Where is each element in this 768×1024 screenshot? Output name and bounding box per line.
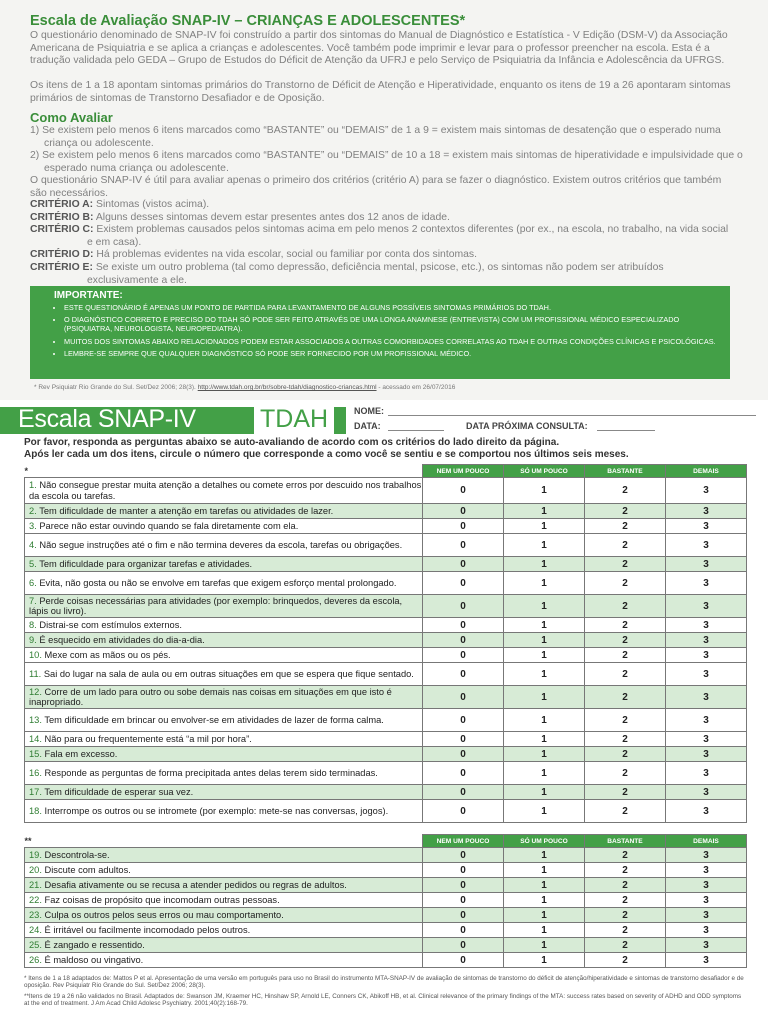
score-option[interactable]: 0 — [423, 863, 504, 878]
table-row — [25, 785, 747, 800]
score-option[interactable]: 2 — [585, 557, 666, 572]
score-option[interactable]: 0 — [423, 762, 504, 785]
question-text: Mexe com as mãos ou os pés. — [44, 649, 171, 660]
question-number: 15. — [29, 748, 42, 759]
score-option[interactable]: 1 — [504, 863, 585, 878]
footnote-2: **Itens de 19 a 26 não validados no Brasil. Adaptados de: Swanson JM, Kraemer HC, Hinshaw SP, Arnold LE, Conners CK, Abikoff HB, et al. Clinical relevance of the primary findings of the MTA: success rates based on severity of ADHD and ODD symptoms at the end of treatment. J Am Acad Child Adolesc Psychiatry. 2001;40(2):168-79. — [24, 992, 742, 1008]
question-cell — [25, 595, 423, 618]
column-header: BASTANTE — [585, 835, 666, 848]
question-cell — [25, 633, 423, 648]
score-option[interactable]: 0 — [423, 747, 504, 762]
score-option[interactable]: 2 — [585, 762, 666, 785]
data-proxima-label: DATA PRÓXIMA CONSULTA: — [466, 421, 588, 431]
score-option[interactable]: 1 — [504, 478, 585, 504]
score-option[interactable]: 1 — [504, 557, 585, 572]
score-option[interactable]: 0 — [423, 648, 504, 663]
question-text: Não segue instruções até o fim e não termina deveres da escola, tarefas ou obrigações. — [39, 539, 403, 550]
score-option[interactable]: 2 — [585, 595, 666, 618]
score-option[interactable]: 0 — [423, 572, 504, 595]
score-option[interactable]: 0 — [423, 633, 504, 648]
data-label: DATA: — [354, 421, 381, 431]
question-cell — [25, 557, 423, 572]
table-row — [25, 633, 747, 648]
score-option[interactable]: 3 — [666, 519, 747, 534]
score-option[interactable]: 3 — [666, 633, 747, 648]
reference-line: * Rev Psiquiatr Rio Grande do Sul. Set/Dez 2006; 28(3). http://www.tdah.org.br/br/sobre-tdah/diagnostico-criancas.html - acessado em 26/07/2016 — [34, 384, 456, 391]
como-item-2: 2) Se existem pelo menos 6 itens marcados como “BASTANTE” ou “DEMAIS” de 10 a 18 = existem mais sintomas de hiperatividade e impulsividade que o esperado numa criança ou adolescente. — [30, 150, 743, 174]
score-option[interactable]: 3 — [666, 762, 747, 785]
table-row — [25, 908, 747, 923]
question-cell — [25, 953, 423, 968]
criterio-a: CRITÉRIO A: Sintomas (vistos acima). — [30, 199, 210, 210]
score-option[interactable]: 3 — [666, 709, 747, 732]
table-row — [25, 709, 747, 732]
score-option[interactable]: 1 — [504, 923, 585, 938]
intro-paragraph: O questionário denominado de SNAP-IV foi construído a partir dos sintomas do Manual de Diagnóstico e Estatística - V Edição (DSM-V) da Associação Americana de Psiquiatria e se aplica a crianças e adolescentes. Você também pode imprimir e levar para o professor preencher na escola. Esta é a tradução validada pelo GEDA – Grupo de Estudos do Déficit de Atenção da UFRJ e pelo Serviço de Psiquiatria da Infância e Adolescência da UFRGS. — [30, 30, 728, 67]
score-option[interactable]: 3 — [666, 848, 747, 863]
criterio-b: CRITÉRIO B: Alguns desses sintomas devem estar presentes antes dos 12 anos de idade. — [30, 211, 450, 223]
score-option[interactable]: 3 — [666, 595, 747, 618]
snap-table-adhd — [24, 464, 747, 823]
table-mark: ** — [25, 835, 423, 848]
column-header: DEMAIS — [666, 465, 747, 478]
question-cell — [25, 878, 423, 893]
question-text: Tem dificuldade de esperar sua vez. — [44, 786, 194, 797]
score-option[interactable]: 0 — [423, 908, 504, 923]
score-option[interactable]: 3 — [666, 923, 747, 938]
score-option[interactable]: 1 — [504, 953, 585, 968]
question-number: 23. — [29, 909, 42, 920]
score-option[interactable]: 0 — [423, 953, 504, 968]
score-option[interactable]: 3 — [666, 478, 747, 504]
question-cell — [25, 800, 423, 823]
question-number: 1. — [29, 480, 37, 490]
score-option[interactable]: 1 — [504, 878, 585, 893]
score-option[interactable]: 2 — [585, 572, 666, 595]
question-text: Sai do lugar na sala de aula ou em outras situações em que se espera que fique sentado. — [43, 668, 414, 679]
score-option[interactable]: 0 — [423, 709, 504, 732]
table-header-row — [25, 835, 747, 848]
table-row — [25, 923, 747, 938]
score-option[interactable]: 3 — [666, 534, 747, 557]
question-text: Não consegue prestar muita atenção a detalhes ou comete erros por descuido nos trabalhos da escola ou tarefas. — [29, 480, 422, 501]
table-row — [25, 686, 747, 709]
instructions: Por favor, responda as perguntas abaixo se auto-avaliando de acordo com os critérios do lado direito da página. Após ler cada um dos itens, circule o número que corresponde a como você se sentiu e se comportou nos últimos seis meses. — [24, 437, 629, 460]
question-text: Responde as perguntas de forma precipitada antes delas terem sido terminadas. — [44, 767, 378, 778]
nome-label: NOME: — [354, 406, 384, 416]
table-row — [25, 878, 747, 893]
score-option[interactable]: 2 — [585, 863, 666, 878]
table-row — [25, 478, 747, 504]
importante-title: IMPORTANTE: — [54, 290, 123, 301]
score-option[interactable]: 1 — [504, 893, 585, 908]
intro-items-paragraph: Os itens de 1 a 18 apontam sintomas primários do Transtorno de Déficit de Atenção e Hiperatividade, enquanto os itens de 19 a 26 apontaram sintomas primários de sintomas de Transtorno Desafiador e de Oposição. — [30, 80, 731, 104]
score-option[interactable]: 0 — [423, 923, 504, 938]
table-row — [25, 534, 747, 557]
criterio-d: CRITÉRIO D: Há problemas evidentes na vida escolar, social ou familiar por conta dos sintomas. — [30, 249, 477, 261]
data-field[interactable] — [388, 430, 444, 431]
question-text: Corre de um lado para outro ou sobe demais nas coisas em situações em que isto é inapropriado. — [29, 686, 392, 707]
score-option[interactable]: 2 — [585, 848, 666, 863]
question-cell — [25, 648, 423, 663]
score-option[interactable]: 0 — [423, 686, 504, 709]
criterio-c: CRITÉRIO C: Existem problemas causados pelos sintomas acima em pelo menos 2 contextos diferentes (por ex., na escola, no trabalho, na vida social e em casa). — [30, 224, 729, 248]
question-cell — [25, 848, 423, 863]
question-text: Tem dificuldade para organizar tarefas e atividades. — [39, 558, 253, 569]
score-option[interactable]: 2 — [585, 534, 666, 557]
question-number: 11. — [29, 668, 42, 679]
score-option[interactable]: 0 — [423, 848, 504, 863]
score-option[interactable]: 2 — [585, 504, 666, 519]
criterios-list — [30, 199, 735, 287]
column-header: NEM UM POUCO — [423, 465, 504, 478]
question-cell — [25, 534, 423, 557]
score-option[interactable]: 1 — [504, 504, 585, 519]
score-option[interactable]: 1 — [504, 595, 585, 618]
column-header: DEMAIS — [666, 835, 747, 848]
score-option[interactable]: 3 — [666, 618, 747, 633]
score-option[interactable]: 1 — [504, 519, 585, 534]
score-option[interactable]: 0 — [423, 534, 504, 557]
question-text: É esquecido em atividades do dia-a-dia. — [39, 634, 205, 645]
score-option[interactable]: 0 — [423, 732, 504, 747]
question-cell — [25, 908, 423, 923]
question-number: 24. — [29, 924, 42, 935]
question-number: 6. — [29, 577, 37, 588]
table-row — [25, 848, 747, 863]
score-option[interactable]: 1 — [504, 908, 585, 923]
score-option[interactable]: 2 — [585, 785, 666, 800]
score-option[interactable]: 0 — [423, 557, 504, 572]
score-option[interactable]: 2 — [585, 618, 666, 633]
score-option[interactable]: 1 — [504, 800, 585, 823]
question-number: 16. — [29, 767, 42, 778]
question-text: Desafia ativamente ou se recusa a atender pedidos ou regras de adultos. — [44, 879, 347, 890]
column-header: BASTANTE — [585, 465, 666, 478]
table-row — [25, 953, 747, 968]
banner-title: Escala SNAP-IV — [18, 405, 196, 433]
question-cell — [25, 762, 423, 785]
question-text: Culpa os outros pelos seus erros ou mau comportamento. — [44, 909, 284, 920]
footnote-1: * Itens de 1 a 18 adaptados de: Mattos P et al. Apresentação de uma versão em português para uso no Brasil do instrumento MTA-SNAP-IV de avaliação de sintomas de transtorno do déficit de atenção/hiperatividade e sintomas de transtorno desafiador e de oposição. Rev Psiquiatr Rio Grande do Sul. Set/Dez 2006; 28(3). — [24, 975, 744, 990]
score-option[interactable]: 1 — [504, 732, 585, 747]
score-option[interactable]: 3 — [666, 893, 747, 908]
score-option[interactable]: 3 — [666, 908, 747, 923]
score-option[interactable]: 0 — [423, 800, 504, 823]
question-cell — [25, 519, 423, 534]
table-row — [25, 863, 747, 878]
score-option[interactable]: 1 — [504, 747, 585, 762]
table-row — [25, 938, 747, 953]
score-option[interactable]: 2 — [585, 908, 666, 923]
question-number: 13. — [29, 714, 42, 725]
question-number: 22. — [29, 894, 42, 905]
question-cell — [25, 732, 423, 747]
question-number: 21. — [29, 879, 42, 890]
question-text: É maldoso ou vingativo. — [44, 954, 144, 965]
importante-list — [52, 303, 724, 361]
score-option[interactable]: 1 — [504, 848, 585, 863]
score-option[interactable]: 3 — [666, 732, 747, 747]
importante-item: • ESTE QUESTIONÁRIO É APENAS UM PONTO DE PARTIDA PARA LEVANTAMENTO DE ALGUNS POSSÍVEIS SINTOMAS PRIMÁRIOS DO TDAH. — [64, 303, 724, 312]
question-number: 5. — [29, 558, 37, 569]
criterio-e: CRITÉRIO E: Se existe um outro problema (tal como depressão, deficiência mental, psicose, etc.), os sintomas não podem ser atribuídos exclusivamente a ele. — [30, 261, 664, 286]
question-text: Interrompe os outros ou se intromete (por exemplo: mete-se nas conversas, jogos). — [44, 805, 389, 816]
question-cell — [25, 747, 423, 762]
score-option[interactable]: 2 — [585, 923, 666, 938]
question-cell — [25, 618, 423, 633]
data-proxima-field[interactable] — [597, 430, 655, 431]
column-header: NEM UM POUCO — [423, 835, 504, 848]
question-cell — [25, 572, 423, 595]
score-option[interactable]: 1 — [504, 686, 585, 709]
footnotes — [24, 975, 744, 1008]
score-option[interactable]: 1 — [504, 618, 585, 633]
score-option[interactable]: 3 — [666, 938, 747, 953]
score-option[interactable]: 2 — [585, 732, 666, 747]
score-option[interactable]: 3 — [666, 504, 747, 519]
question-text: Evita, não gosta ou não se envolve em tarefas que exigem esforço mental prolongado. — [39, 577, 397, 588]
score-option[interactable]: 2 — [585, 800, 666, 823]
score-option[interactable]: 3 — [666, 785, 747, 800]
score-option[interactable]: 3 — [666, 747, 747, 762]
question-number: 17. — [29, 786, 42, 797]
snap-table-odd — [24, 834, 747, 968]
score-option[interactable]: 1 — [504, 534, 585, 557]
question-text: É zangado e ressentido. — [44, 939, 145, 950]
question-cell — [25, 938, 423, 953]
score-option[interactable]: 0 — [423, 478, 504, 504]
question-text: Não para ou frequentemente está “a mil por hora”. — [44, 733, 252, 744]
importante-box — [30, 286, 730, 379]
reference-link[interactable]: http://www.tdah.org.br/br/sobre-tdah/diagnostico-criancas.html — [197, 384, 377, 391]
score-option[interactable]: 2 — [585, 648, 666, 663]
page-title: Escala de Avaliação SNAP-IV – CRIANÇAS E ADOLESCENTES* — [30, 13, 466, 29]
importante-item: • MUITOS DOS SINTOMAS ABAIXO RELACIONADOS PODEM ESTAR ASSOCIADOS A OUTRAS COMORBIDADES CORRELATAS AO TDAH E OUTRAS CONDIÇÕES CLÍNICAS E PSICOLÓGICAS. — [64, 337, 724, 346]
score-option[interactable]: 2 — [585, 686, 666, 709]
score-option[interactable]: 2 — [585, 633, 666, 648]
question-text: Parece não estar ouvindo quando se fala diretamente com ela. — [39, 520, 299, 531]
score-option[interactable]: 1 — [504, 572, 585, 595]
score-option[interactable]: 1 — [504, 938, 585, 953]
como-item-1: 1) Se existem pelo menos 6 itens marcados como “BASTANTE” ou “DEMAIS” de 1 a 9 = existem mais sintomas de desatenção que o esperado numa criança ou adolescente. — [30, 125, 721, 149]
question-cell — [25, 893, 423, 908]
score-option[interactable]: 3 — [666, 953, 747, 968]
question-number: 7. — [29, 595, 37, 606]
table-row — [25, 762, 747, 785]
question-text: Tem dificuldade em brincar ou envolver-se em atividades de lazer de forma calma. — [44, 714, 384, 725]
score-option[interactable]: 2 — [585, 953, 666, 968]
question-cell — [25, 709, 423, 732]
table-row — [25, 732, 747, 747]
table-row — [25, 648, 747, 663]
score-option[interactable]: 1 — [504, 648, 585, 663]
score-option[interactable]: 0 — [423, 663, 504, 686]
question-number: 8. — [29, 619, 37, 630]
score-option[interactable]: 3 — [666, 663, 747, 686]
question-cell — [25, 663, 423, 686]
score-option[interactable]: 0 — [423, 595, 504, 618]
score-option[interactable]: 3 — [666, 648, 747, 663]
score-option[interactable]: 2 — [585, 938, 666, 953]
question-number: 9. — [29, 634, 37, 645]
score-option[interactable]: 3 — [666, 878, 747, 893]
question-cell — [25, 923, 423, 938]
question-number: 4. — [29, 539, 37, 550]
table-row — [25, 572, 747, 595]
score-option[interactable]: 2 — [585, 478, 666, 504]
question-text: Perde coisas necessárias para atividades (por exemplo: brinquedos, deveres da escola, lápis ou livro). — [29, 595, 403, 616]
score-option[interactable]: 3 — [666, 557, 747, 572]
table-mark: * — [25, 465, 423, 478]
table-header-row — [25, 465, 747, 478]
score-option[interactable]: 0 — [423, 618, 504, 633]
score-option[interactable]: 2 — [585, 519, 666, 534]
score-option[interactable]: 2 — [585, 747, 666, 762]
question-text: Tem dificuldade de manter a atenção em tarefas ou atividades de lazer. — [39, 505, 334, 516]
column-header: SÓ UM POUCO — [504, 835, 585, 848]
nome-field[interactable] — [388, 415, 756, 416]
question-number: 18. — [29, 805, 42, 816]
question-cell — [25, 504, 423, 519]
question-number: 26. — [29, 954, 42, 965]
score-option[interactable]: 3 — [666, 863, 747, 878]
importante-item: • LEMBRE-SE SEMPRE QUE QUALQUER DIAGNÓSTICO SÓ PODE SER FORNECIDO POR UM PROFISSIONAL MÉDICO. — [64, 349, 724, 358]
question-cell — [25, 863, 423, 878]
table-row — [25, 747, 747, 762]
table-row — [25, 663, 747, 686]
como-note: O questionário SNAP-IV é útil para avaliar apenas o primeiro dos critérios (critério A) para se fazer o diagnóstico. Existem outros critérios que também são necessários. — [30, 175, 722, 199]
question-number: 20. — [29, 864, 42, 875]
score-option[interactable]: 1 — [504, 663, 585, 686]
score-option[interactable]: 2 — [585, 709, 666, 732]
question-text: Descontrola-se. — [44, 849, 110, 860]
question-text: Distrai-se com estímulos externos. — [39, 619, 182, 630]
score-option[interactable]: 1 — [504, 762, 585, 785]
question-cell — [25, 785, 423, 800]
table-row — [25, 504, 747, 519]
question-text: Faz coisas de propósito que incomodam outras pessoas. — [44, 894, 280, 905]
question-cell — [25, 478, 423, 504]
score-option[interactable]: 3 — [666, 800, 747, 823]
question-text: É irritável ou facilmente incomodado pelos outros. — [44, 924, 251, 935]
table-row — [25, 557, 747, 572]
question-text: Fala em excesso. — [44, 748, 118, 759]
score-option[interactable]: 2 — [585, 893, 666, 908]
question-number: 10. — [29, 649, 42, 660]
score-option[interactable]: 3 — [666, 572, 747, 595]
score-option[interactable]: 1 — [504, 633, 585, 648]
score-option[interactable]: 0 — [423, 893, 504, 908]
score-option[interactable]: 0 — [423, 504, 504, 519]
banner-tdah: TDAH — [254, 405, 334, 434]
question-number: 25. — [29, 939, 42, 950]
importante-item: • O DIAGNÓSTICO CORRETO E PRECISO DO TDAH SÓ PODE SER FEITO ATRAVÉS DE UMA LONGA ANAMNESE (ENTREVISTA) COM UM PROFISSIONAL MÉDICO ESPECIALIZADO (PSIQUIATRA, NEUROLOGISTA, NEUROPEDIATRA). — [64, 315, 724, 333]
table-row — [25, 519, 747, 534]
score-option[interactable]: 1 — [504, 709, 585, 732]
question-number: 12. — [29, 686, 42, 697]
score-option[interactable]: 2 — [585, 663, 666, 686]
question-number: 19. — [29, 849, 42, 860]
table-row — [25, 800, 747, 823]
column-header: SÓ UM POUCO — [504, 465, 585, 478]
question-number: 14. — [29, 733, 42, 744]
score-option[interactable]: 2 — [585, 878, 666, 893]
score-option[interactable]: 0 — [423, 519, 504, 534]
question-text: Discute com adultos. — [44, 864, 131, 875]
score-option[interactable]: 0 — [423, 938, 504, 953]
table-row — [25, 893, 747, 908]
score-option[interactable]: 0 — [423, 785, 504, 800]
como-avaliar-heading: Como Avaliar — [30, 110, 113, 125]
score-option[interactable]: 1 — [504, 785, 585, 800]
table-row — [25, 618, 747, 633]
table-row — [25, 595, 747, 618]
question-cell — [25, 686, 423, 709]
question-number: 2. — [29, 505, 37, 516]
question-number: 3. — [29, 520, 37, 531]
score-option[interactable]: 3 — [666, 686, 747, 709]
score-option[interactable]: 0 — [423, 878, 504, 893]
